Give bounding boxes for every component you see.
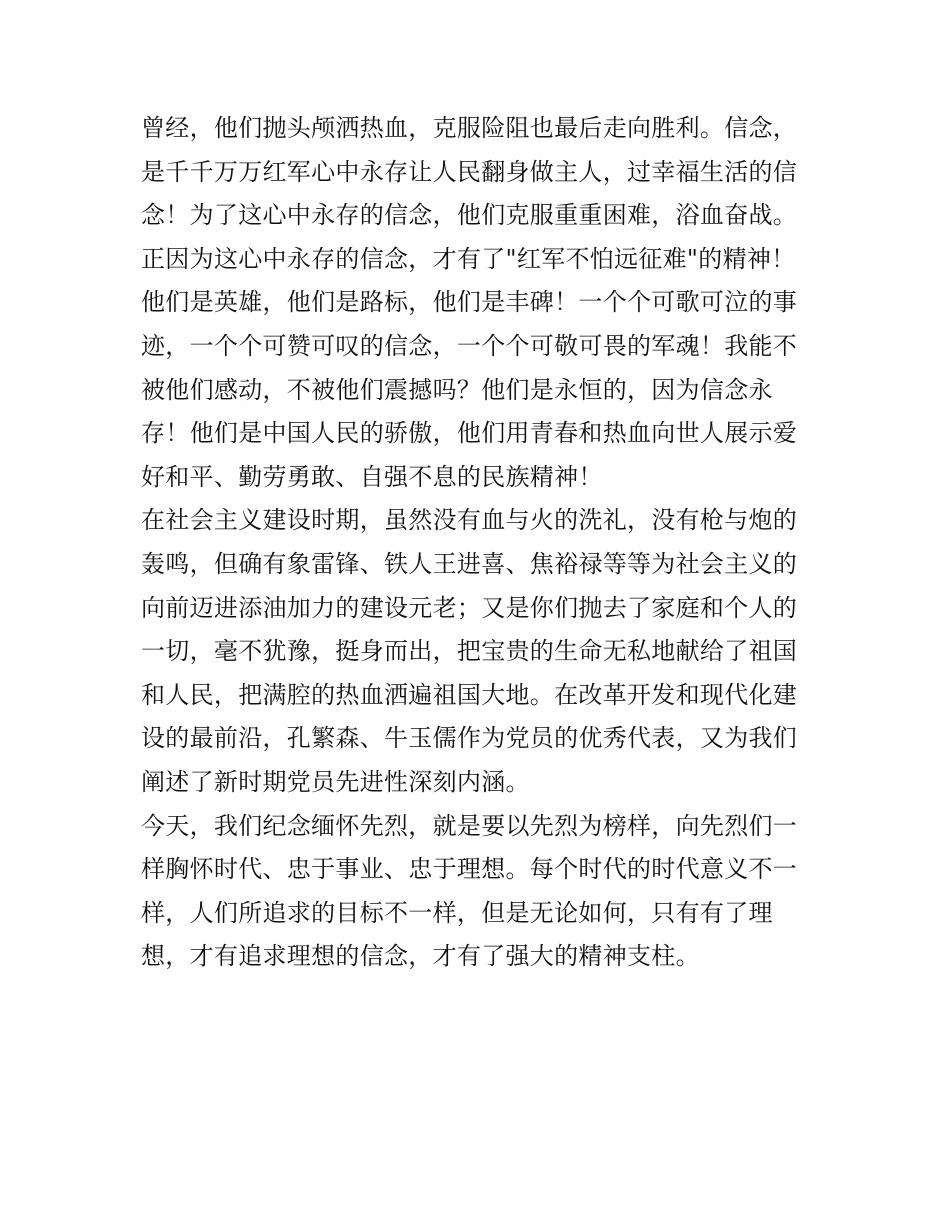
text-line: 和人民，把满腔的热血洒遍祖国大地。在改革开发和现代化建 [141,680,798,709]
text-line: 一切，毫不犹豫，挺身而出，把宝贵的生命无私地献给了祖国 [141,637,798,666]
text-line: 样胸怀时代、忠于事业、忠于理想。每个时代的时代意义不一 [141,855,798,884]
text-line: 念！为了这心中永存的信念，他们克服重重困难，浴血奋战。 [141,201,798,230]
text-line: 样，人们所追求的目标不一样，但是无论如何，只有有了理 [141,898,773,927]
text-line: 曾经，他们抛头颅洒热血，克服险阻也最后走向胜利。信念， [141,114,798,142]
text-line: 想，才有追求理想的信念，才有了强大的精神支柱。 [141,942,700,971]
text-line: 轰鸣，但确有象雷锋、铁人王进喜、焦裕禄等等为社会主义的 [141,549,798,578]
text-line: 存！他们是中国人民的骄傲，他们用青春和热血向世人展示爱 [141,419,798,448]
text-line: 他们是英雄，他们是路标，他们是丰碑！一个个可歌可泣的事 [141,288,798,317]
text-line: 迹，一个个可赞可叹的信念，一个个可敬可畏的军魂！我能不 [141,331,798,360]
text-line: 设的最前沿，孔繁森、牛玉儒作为党员的优秀代表，又为我们 [141,724,798,753]
text-line: 向前迈进添油加力的建设元老；又是你们抛去了家庭和个人的 [141,593,798,622]
text-line: 在社会主义建设时期，虽然没有血与火的洗礼，没有枪与炮的 [141,506,798,535]
text-line: 今天，我们纪念缅怀先烈，就是要以先烈为榜样，向先烈们一 [141,811,798,840]
text-line: 被他们感动，不被他们震撼吗？他们是永恒的，因为信念永 [141,375,773,404]
text-line: 正因为这心中永存的信念，才有了"红军不怕远征难"的精神！ [141,244,796,273]
text-line: 好和平、勤劳勇敢、自强不息的民族精神！ [141,462,603,491]
document-body [141,107,813,979]
text-line: 阐述了新时期党员先进性深刻内涵。 [141,767,530,796]
text-line: 是千千万万红军心中永存让人民翻身做主人，过幸福生活的信 [141,157,798,186]
